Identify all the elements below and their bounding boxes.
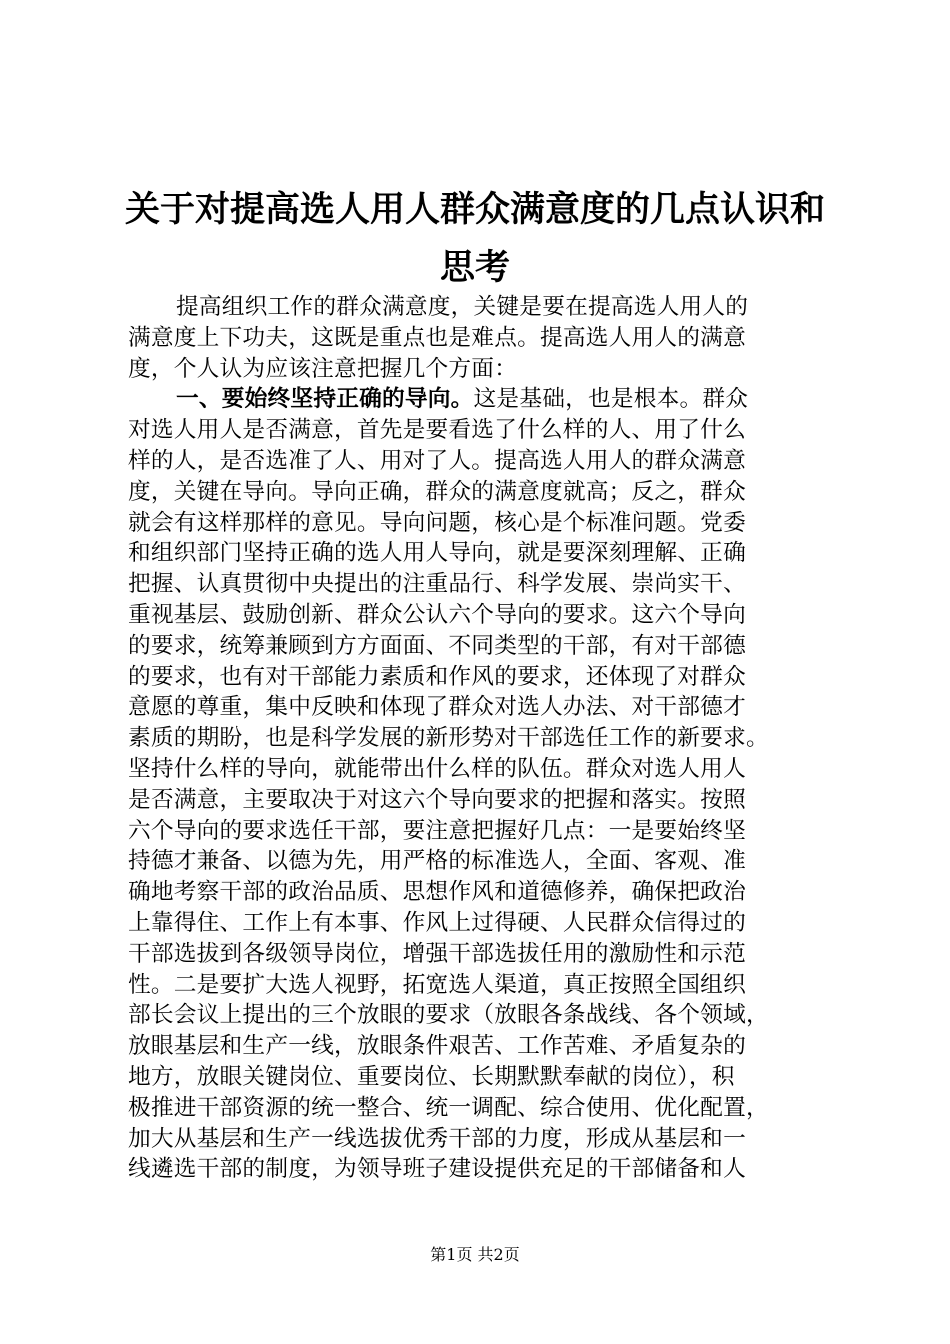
paragraph-line: 提高组织工作的群众满意度，关键是要在提高选人用人的 [176, 294, 749, 320]
paragraph-line: 意愿的尊重，集中反映和体现了群众对选人办法、对干部德才 [128, 694, 746, 721]
paragraph-line: 满意度上下功夫，这既是重点也是难点。提高选人用人的满意 [128, 324, 746, 351]
paragraph-line: 坚持什么样的导向，就能带出什么样的队伍。群众对选人用人 [128, 755, 746, 782]
document-title-line-1: 关于对提高选人用人群众满意度的几点认识和 [124, 189, 825, 230]
paragraph-line: 是否满意，主要取决于对这六个导向要求的把握和落实。按照 [128, 786, 746, 813]
section-heading: 一、要始终坚持正确的导向。 [176, 386, 474, 413]
paragraph-line: 极推进干部资源的统一整合、统一调配、综合使用、优化配置， [128, 1094, 769, 1121]
document-title-line-2: 思考 [439, 247, 510, 288]
paragraph-line: 性。二是要扩大选人视野，拓宽选人渠道，真正按照全国组织 [128, 971, 746, 998]
paragraph-line: 度，个人认为应该注意把握几个方面： [128, 355, 518, 382]
paragraph-line: 就会有这样那样的意见。导向问题，核心是个标准问题。党委 [128, 509, 746, 536]
document-body [128, 292, 828, 1185]
paragraph-line: 上靠得住、工作上有本事、作风上过得硬、人民群众信得过的 [128, 909, 746, 936]
paragraph-line: 对选人用人是否满意，首先是要看选了什么样的人、用了什么 [128, 417, 746, 444]
paragraph-line: 重视基层、鼓励创新、群众公认六个导向的要求。这六个导向 [128, 601, 746, 628]
paragraph-line: 和组织部门坚持正确的选人用人导向，就是要深刻理解、正确 [128, 540, 746, 567]
paragraph-line: 加大从基层和生产一线选拔优秀干部的力度，形成从基层和一 [128, 1125, 746, 1152]
paragraph-line: 线遴选干部的制度，为领导班子建设提供充足的干部储备和人 [128, 1156, 746, 1183]
paragraph-line: 地方，放眼关键岗位、重要岗位、长期默默奉献的岗位），积 [128, 1063, 735, 1090]
paragraph-line: 六个导向的要求选任干部，要注意把握好几点：一是要始终坚 [128, 817, 746, 844]
section-heading-line [128, 384, 828, 415]
paragraph-line: 部长会议上提出的三个放眼的要求（放眼各条战线、各个领域， [128, 1002, 769, 1029]
page-number-footer: 第1页 共2页 [430, 1245, 520, 1264]
paragraph-line: 的要求，也有对干部能力素质和作风的要求，还体现了对群众 [128, 663, 746, 690]
paragraph-line: 的要求，统筹兼顾到方方面面、不同类型的干部，有对干部德 [128, 632, 746, 659]
section-heading-rest: 这是基础，也是根本。群众 [473, 386, 749, 413]
paragraph-line: 素质的期盼，也是科学发展的新形势对干部选任工作的新要求。 [128, 725, 769, 752]
paragraph-line: 确地考察干部的政治品质、思想作风和道德修养，确保把政治 [128, 879, 746, 906]
paragraph-line: 干部选拔到各级领导岗位，增强干部选拔任用的激励性和示范 [128, 940, 746, 967]
paragraph-line: 放眼基层和生产一线，放眼条件艰苦、工作苦难、矛盾复杂的 [128, 1033, 746, 1060]
paragraph-line: 样的人，是否选准了人、用对了人。提高选人用人的群众满意 [128, 447, 746, 474]
paragraph-line: 度，关键在导向。导向正确，群众的满意度就高；反之，群众 [128, 478, 746, 505]
paragraph-line: 持德才兼备、以德为先，用严格的标准选人，全面、客观、准 [128, 848, 746, 875]
paragraph-line: 把握、认真贯彻中央提出的注重品行、科学发展、崇尚实干、 [128, 571, 746, 598]
